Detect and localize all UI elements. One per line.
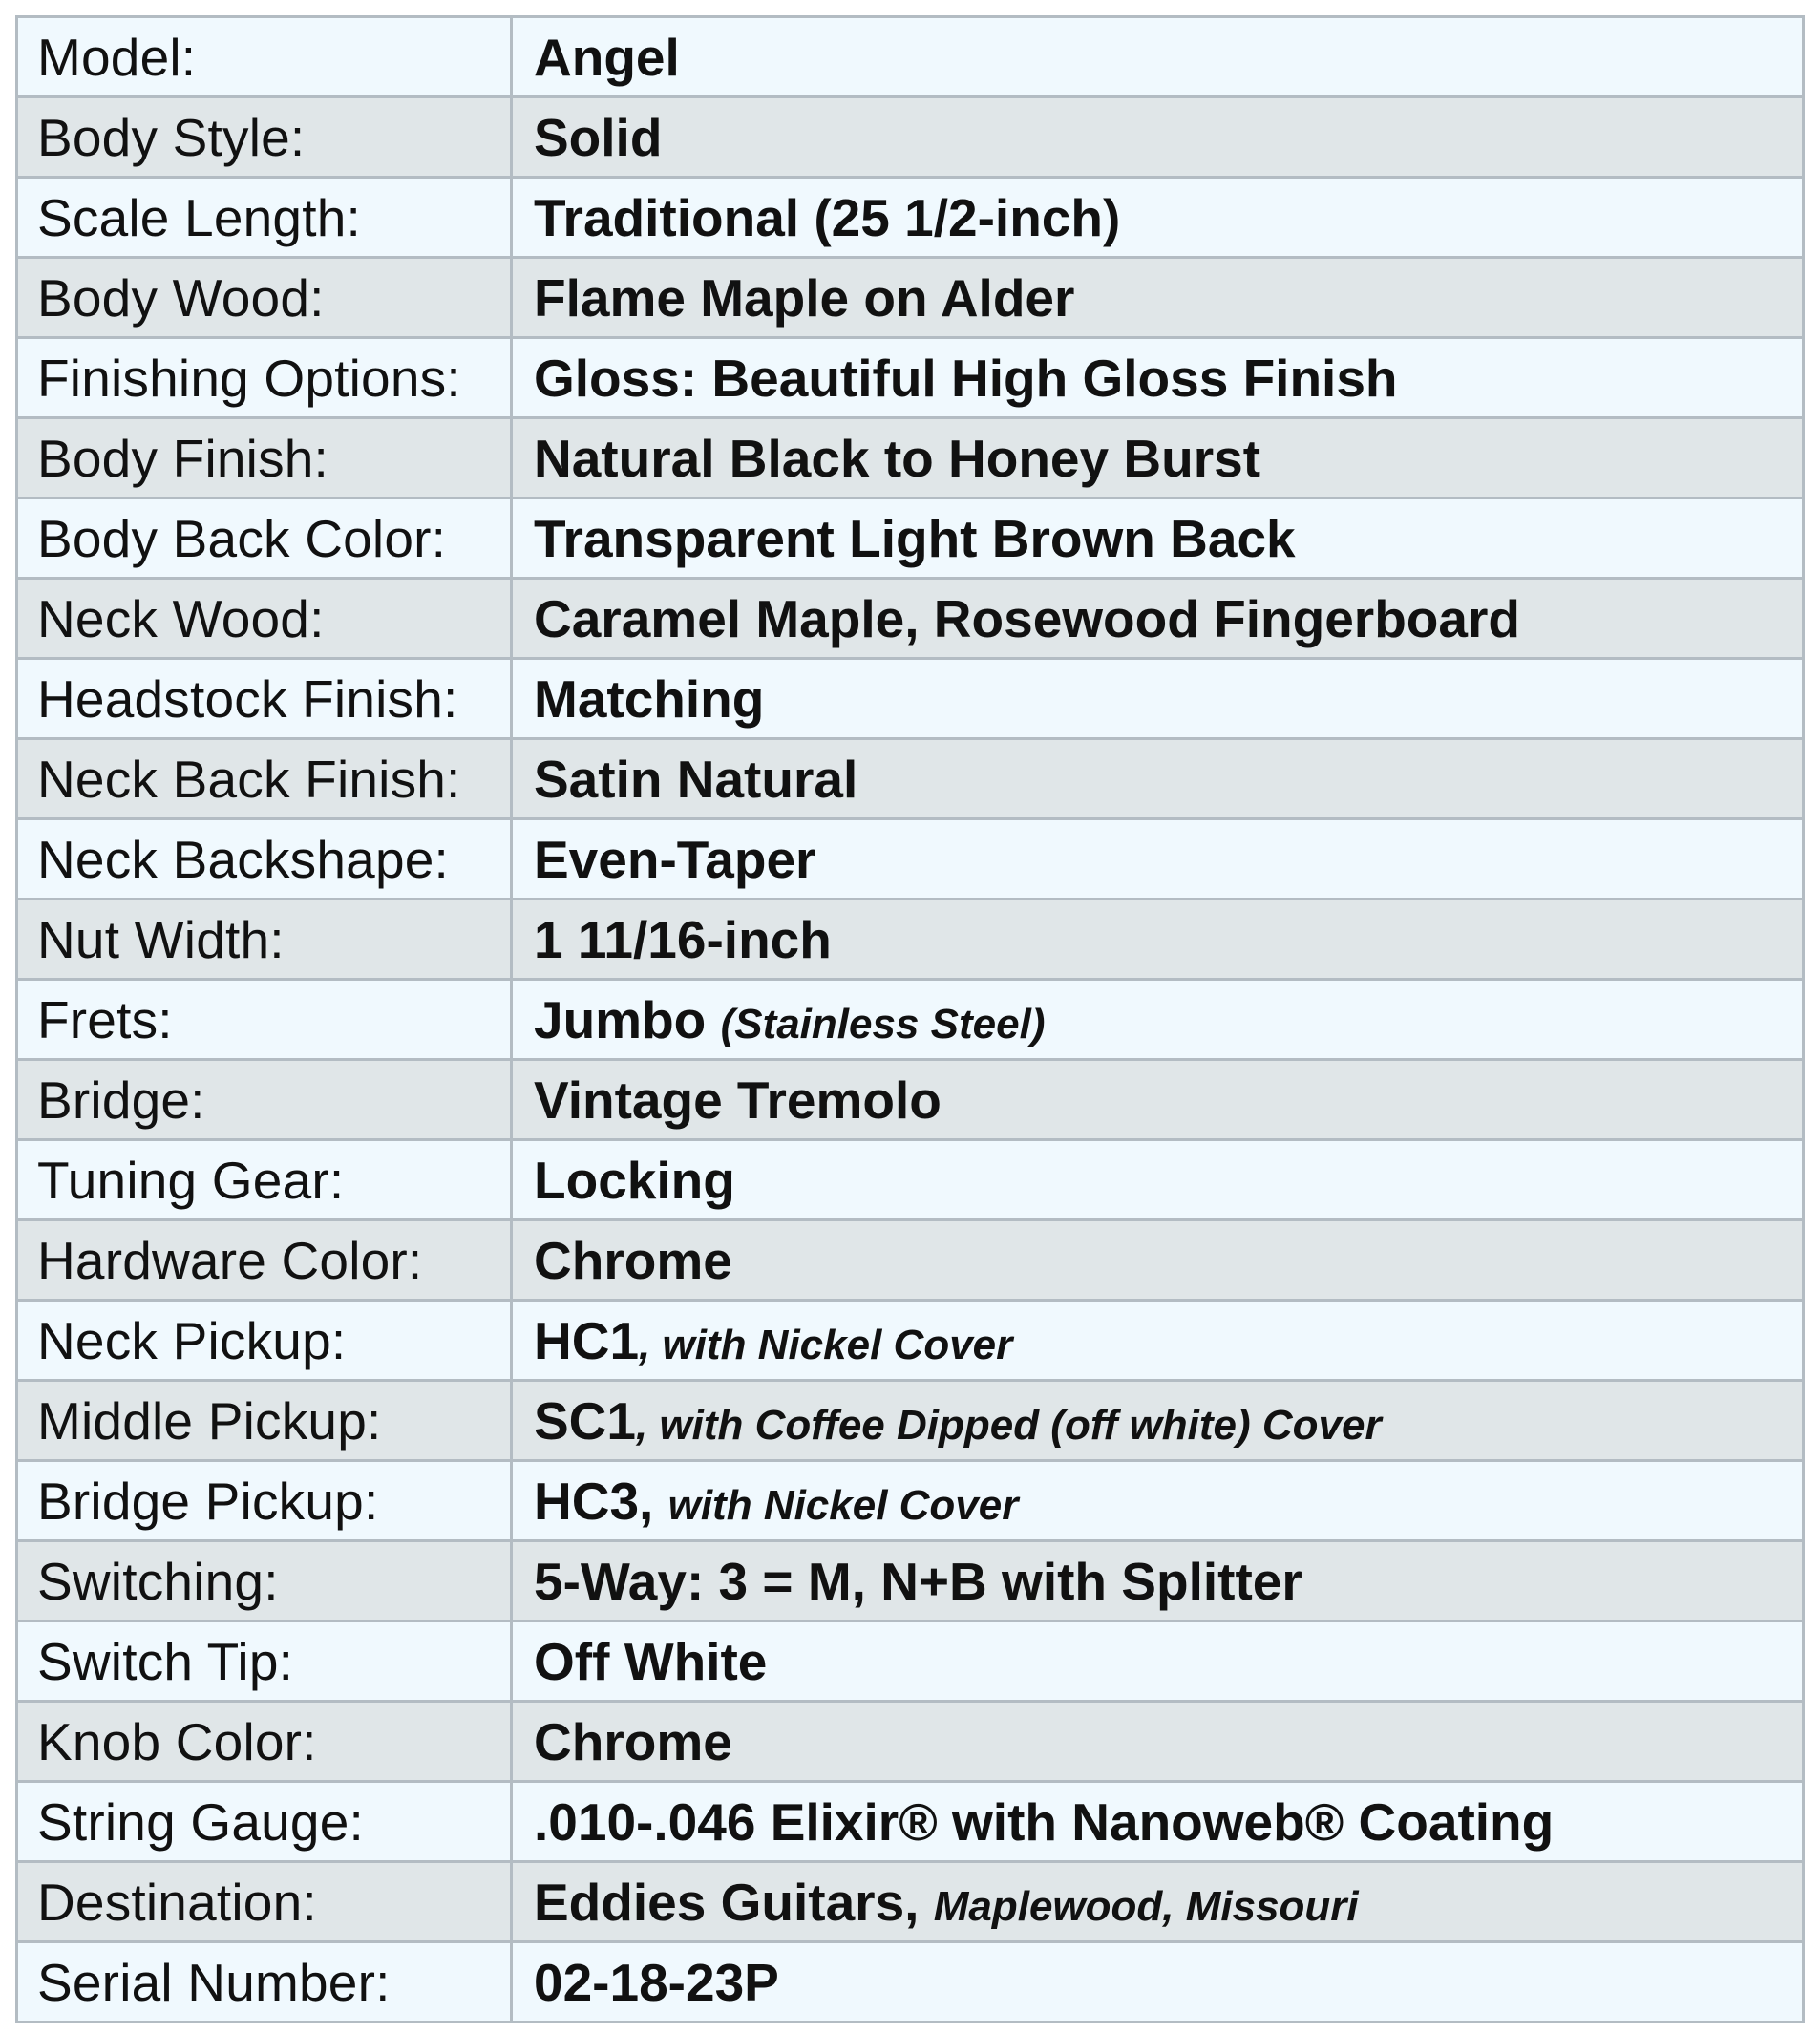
spec-value: SC1	[534, 1390, 636, 1451]
spec-row	[17, 338, 1804, 418]
spec-value: Natural Black to Honey Burst	[534, 428, 1261, 488]
spec-value-cell	[512, 1621, 1804, 1702]
spec-label: Neck Wood:	[17, 579, 512, 659]
spec-label: String Gauge:	[17, 1782, 512, 1862]
spec-row	[17, 1782, 1804, 1862]
spec-label: Scale Length:	[17, 178, 512, 258]
spec-value-cell	[512, 97, 1804, 178]
spec-label: Nut Width:	[17, 900, 512, 980]
spec-value-cell	[512, 1381, 1804, 1461]
spec-value: Satin Natural	[534, 749, 858, 809]
spec-value-cell	[512, 659, 1804, 739]
spec-value-cell	[512, 1140, 1804, 1220]
spec-row	[17, 1862, 1804, 1942]
spec-value-cell	[512, 980, 1804, 1060]
spec-value: Caramel Maple, Rosewood Fingerboard	[534, 588, 1520, 648]
spec-value-cell	[512, 1702, 1804, 1782]
spec-row	[17, 659, 1804, 739]
spec-value: 02-18-23P	[534, 1952, 779, 2012]
spec-note: (Stainless Steel)	[720, 1000, 1046, 1048]
spec-row	[17, 819, 1804, 900]
spec-row	[17, 1942, 1804, 2023]
spec-value: HC3,	[534, 1471, 668, 1531]
spec-value-cell	[512, 900, 1804, 980]
spec-row	[17, 1381, 1804, 1461]
spec-value: Chrome	[534, 1230, 732, 1290]
spec-row	[17, 579, 1804, 659]
spec-value: .010-.046 Elixir® with Nanoweb® Coating	[534, 1791, 1555, 1852]
spec-value-cell	[512, 1060, 1804, 1140]
spec-value: Transparent Light Brown Back	[534, 508, 1296, 568]
spec-value-cell	[512, 258, 1804, 338]
spec-value-cell	[512, 418, 1804, 498]
spec-note: Maplewood, Missouri	[933, 1882, 1359, 1930]
spec-row	[17, 739, 1804, 819]
spec-label: Body Style:	[17, 97, 512, 178]
spec-value-cell	[512, 739, 1804, 819]
spec-label: Destination:	[17, 1862, 512, 1942]
spec-value-cell	[512, 338, 1804, 418]
spec-value-cell	[512, 498, 1804, 579]
spec-row	[17, 980, 1804, 1060]
spec-label: Finishing Options:	[17, 338, 512, 418]
spec-value: Locking	[534, 1150, 735, 1210]
spec-value-cell	[512, 1541, 1804, 1621]
spec-value-cell	[512, 579, 1804, 659]
spec-row	[17, 1220, 1804, 1301]
spec-row	[17, 498, 1804, 579]
spec-label: Bridge:	[17, 1060, 512, 1140]
spec-value-cell	[512, 1862, 1804, 1942]
spec-note: with Nickel Cover	[667, 1481, 1019, 1529]
spec-value: 1 11/16-inch	[534, 909, 832, 969]
spec-label: Tuning Gear:	[17, 1140, 512, 1220]
spec-row	[17, 1301, 1804, 1381]
spec-value-cell	[512, 1301, 1804, 1381]
spec-label: Bridge Pickup:	[17, 1461, 512, 1541]
spec-value-cell	[512, 1782, 1804, 1862]
spec-row	[17, 97, 1804, 178]
spec-table-body	[17, 17, 1804, 2023]
spec-label: Headstock Finish:	[17, 659, 512, 739]
spec-label: Hardware Color:	[17, 1220, 512, 1301]
spec-row	[17, 1461, 1804, 1541]
spec-value: Solid	[534, 107, 663, 167]
spec-row	[17, 1541, 1804, 1621]
spec-row	[17, 1702, 1804, 1782]
spec-label: Frets:	[17, 980, 512, 1060]
spec-value-cell	[512, 1942, 1804, 2023]
spec-value-cell	[512, 819, 1804, 900]
spec-label: Neck Pickup:	[17, 1301, 512, 1381]
spec-value: Jumbo	[534, 989, 721, 1049]
spec-value: Gloss: Beautiful High Gloss Finish	[534, 348, 1398, 408]
spec-value: HC1	[534, 1310, 640, 1370]
spec-value: Vintage Tremolo	[534, 1070, 942, 1130]
spec-label: Switching:	[17, 1541, 512, 1621]
spec-value: Traditional (25 1/2-inch)	[534, 187, 1121, 247]
spec-value-cell	[512, 1220, 1804, 1301]
spec-value-cell	[512, 17, 1804, 97]
spec-label: Body Finish:	[17, 418, 512, 498]
spec-note: , with Coffee Dipped (off white) Cover	[636, 1401, 1382, 1449]
spec-value-cell	[512, 178, 1804, 258]
spec-row	[17, 418, 1804, 498]
spec-row	[17, 1140, 1804, 1220]
spec-row	[17, 178, 1804, 258]
spec-value: 5-Way: 3 = M, N+B with Splitter	[534, 1551, 1302, 1611]
spec-label: Body Wood:	[17, 258, 512, 338]
spec-label: Body Back Color:	[17, 498, 512, 579]
spec-value: Flame Maple on Alder	[534, 267, 1075, 328]
spec-value: Eddies Guitars,	[534, 1872, 934, 1932]
spec-label: Knob Color:	[17, 1702, 512, 1782]
spec-value: Off White	[534, 1631, 768, 1691]
spec-label: Neck Back Finish:	[17, 739, 512, 819]
spec-row	[17, 258, 1804, 338]
spec-label: Model:	[17, 17, 512, 97]
spec-table	[15, 15, 1805, 2023]
spec-row	[17, 17, 1804, 97]
spec-value: Angel	[534, 27, 680, 87]
spec-label: Switch Tip:	[17, 1621, 512, 1702]
spec-label: Middle Pickup:	[17, 1381, 512, 1461]
spec-value: Matching	[534, 668, 765, 729]
spec-row	[17, 1060, 1804, 1140]
spec-value: Chrome	[534, 1711, 732, 1771]
spec-note: , with Nickel Cover	[639, 1321, 1013, 1368]
spec-value-cell	[512, 1461, 1804, 1541]
spec-label: Neck Backshape:	[17, 819, 512, 900]
spec-row	[17, 900, 1804, 980]
spec-value: Even-Taper	[534, 829, 816, 889]
spec-row	[17, 1621, 1804, 1702]
spec-label: Serial Number:	[17, 1942, 512, 2023]
